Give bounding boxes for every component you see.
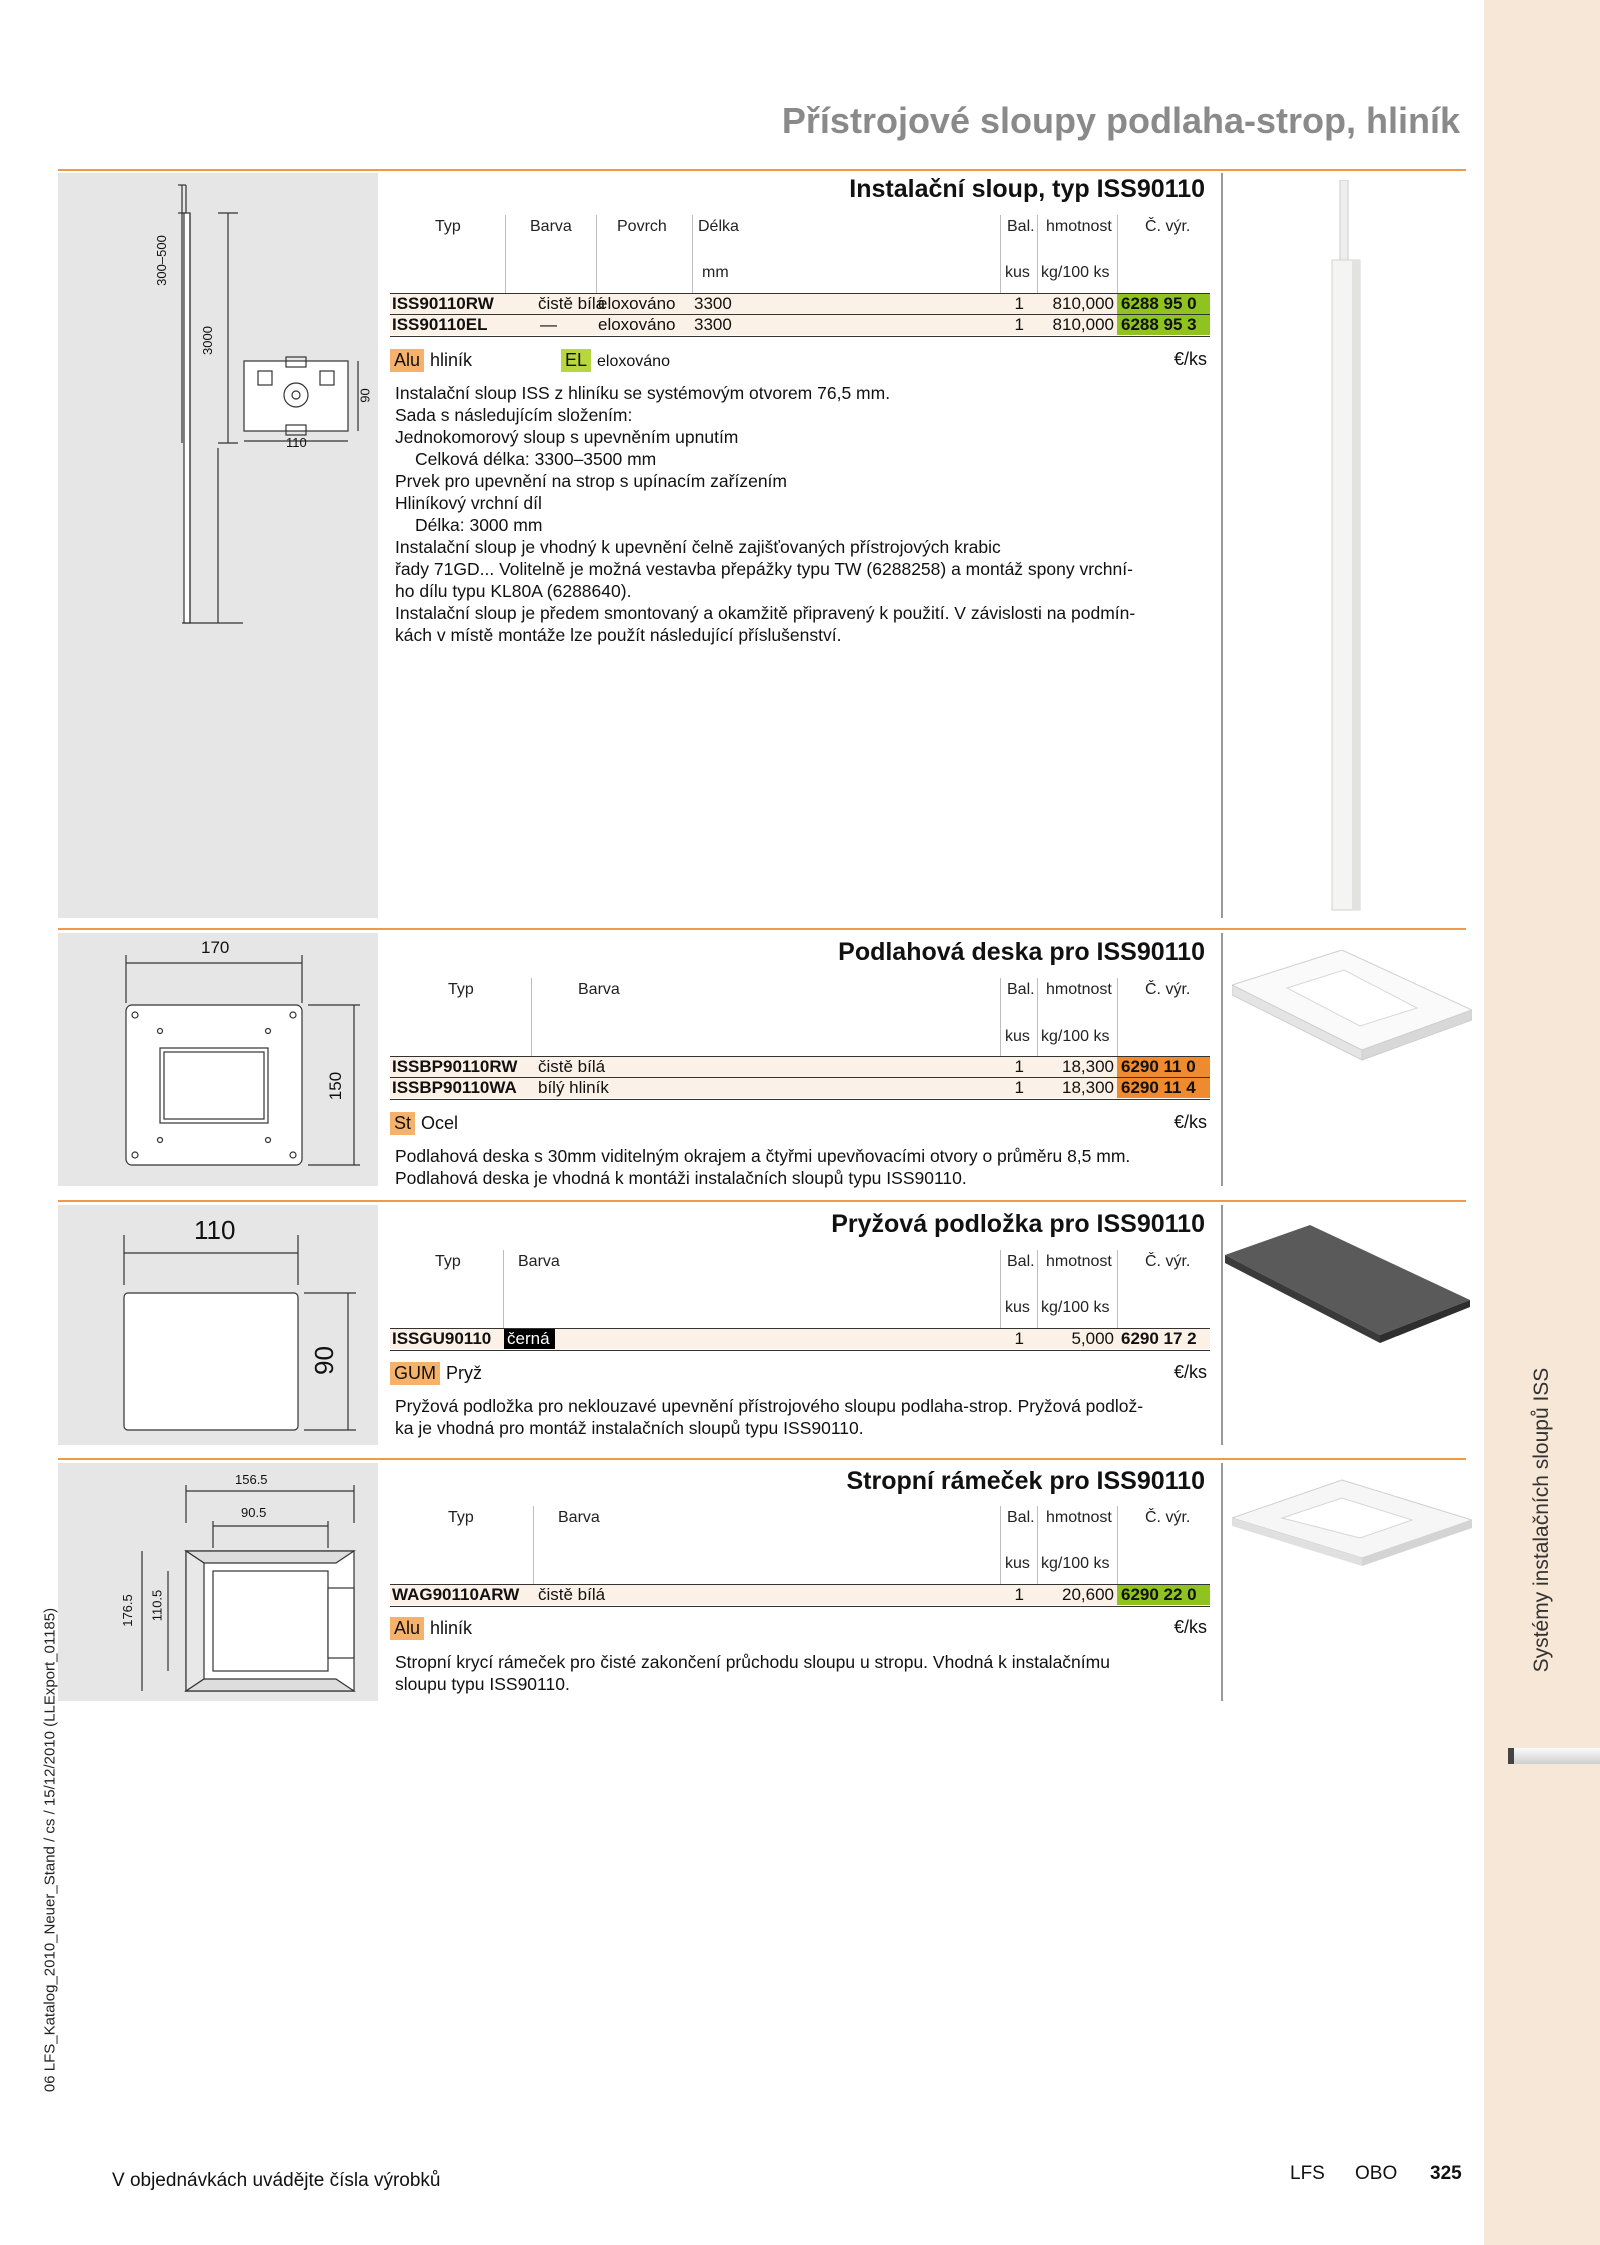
material-gum	[390, 1362, 482, 1385]
price-unit: €/ks	[1173, 1362, 1207, 1382]
row-povrch: eloxováno	[598, 315, 676, 334]
row-typ: ISS90110EL	[392, 315, 488, 334]
floor-plate-photo	[1232, 950, 1472, 1080]
row-bal: 1	[1014, 1329, 1024, 1348]
row-bal: 1	[1014, 1057, 1024, 1076]
row-barva: černá	[504, 1329, 555, 1349]
material-el	[561, 349, 670, 372]
row-hmotnost: 20,600	[1062, 1585, 1114, 1604]
dim-label: 90	[308, 1346, 339, 1375]
right-color-band	[1484, 0, 1600, 2245]
col-header-barva: Barva	[558, 1509, 600, 1526]
footer-brand-obo: OBO	[1355, 2163, 1398, 2184]
col-header-barva: Barva	[518, 1253, 560, 1270]
section-divider	[58, 1458, 1466, 1460]
row-typ: WAG90110ARW	[392, 1585, 520, 1604]
col-header-bal: Bal.	[1007, 1253, 1035, 1270]
dim-label: 176.5	[119, 1594, 135, 1627]
col-header-cislo: Č. výr.	[1145, 218, 1191, 235]
material-name: Ocel	[421, 1113, 459, 1133]
col-header-bal: Bal.	[1007, 981, 1035, 998]
row-cislo: 6290 17 2	[1121, 1329, 1197, 1348]
row-povrch: eloxováno	[598, 294, 676, 313]
dim-label: 156.5	[235, 1472, 268, 1487]
col-header-typ: Typ	[435, 1253, 461, 1270]
row-typ: ISSGU90110	[392, 1329, 492, 1348]
section-description: Instalační sloup ISS z hliníku se systémovým otvorem 76,5 mm. Sada s následujícím složením: Jednokomorový sloup s upevněním upnutím Celková délka: 3300–3500 mm Prvek pro upevnění na strop s upínacím zařízením Hliníkový vrchní díl Délka: 3000 mm Instalační sloup je vhodný k upevnění čelně zajišťovaných přístrojových krabic řady 71GD... Volitelně je možná vestavba přepážky typu TW (6288258) a montáž spony vrchní- ho dílu typu KL80A (6288640). Instalační sloup je předem smontovaný a okamžitě připravený k použití. V závislosti na podmín- kách v místě montáže lze použít následující příslušenství.	[395, 383, 1136, 645]
column-dimension-drawing	[58, 173, 378, 918]
material-badge: GUM	[390, 1362, 440, 1385]
row-bal: 1	[1014, 294, 1024, 313]
material-badge: EL	[561, 349, 591, 372]
col-header-cislo: Č. výr.	[1145, 1509, 1191, 1526]
section-divider	[58, 169, 1466, 171]
chapter-tab-marker	[1508, 1748, 1600, 1764]
photo-divider	[1221, 933, 1223, 1186]
row-cislo: 6288 95 0	[1117, 294, 1210, 314]
col-header-bal: Bal.	[1007, 1509, 1035, 1526]
unit-header-kus: kus	[1005, 1299, 1030, 1316]
col-header-typ: Typ	[435, 218, 461, 235]
row-barva: —	[540, 315, 557, 334]
drawing-panel-floor-plate	[58, 933, 378, 1186]
column-photo	[1300, 180, 1390, 915]
row-hmotnost: 810,000	[1052, 294, 1114, 313]
row-typ: ISS90110RW	[392, 294, 494, 313]
section-title: Pryžová podložka pro ISS90110	[831, 1210, 1205, 1238]
price-unit: €/ks	[1173, 1617, 1207, 1637]
price-unit: €/ks	[1173, 349, 1207, 369]
row-bal: 1	[1014, 315, 1024, 334]
row-bal: 1	[1014, 1078, 1024, 1097]
page-number: 325	[1430, 2163, 1462, 2184]
section-description: Podlahová deska s 30mm viditelným okrajem a čtyřmi upevňovacími otvory o průměru 8,5 mm. Podlahová deska je vhodná k montáži instalačních sloupů typu ISS90110.	[395, 1146, 1131, 1188]
page-title: Přístrojové sloupy podlaha-strop, hliník	[781, 100, 1460, 141]
row-hmotnost: 810,000	[1052, 315, 1114, 334]
col-header-cislo: Č. výr.	[1145, 1253, 1191, 1270]
table-row	[390, 1585, 1210, 1605]
unit-header-mm: mm	[702, 264, 729, 281]
col-header-barva: Barva	[578, 981, 620, 998]
dim-label: 300–500	[153, 235, 169, 286]
unit-header-kus: kus	[1005, 264, 1030, 281]
dim-label: 110	[286, 435, 307, 450]
table-row	[390, 294, 1210, 314]
col-header-delka: Délka	[698, 218, 739, 235]
material-name: hliník	[430, 1618, 473, 1638]
footer-note: V objednávkách uvádějte čísla výrobků	[112, 2170, 441, 2191]
export-info-text: 06 LFS_Katalog_2010_Neuer_Stand / cs / 15/12/2010 (LLExport_01185)	[41, 1607, 59, 2093]
section-description: Stropní krycí rámeček pro čisté zakončení průchodu sloupu u stropu. Vhodná k instalačnímu sloupu typu ISS90110.	[395, 1652, 1110, 1694]
table-row	[390, 315, 1210, 335]
drawing-panel-column	[58, 173, 378, 918]
material-st	[390, 1112, 458, 1135]
row-barva: čistě bílá	[538, 1585, 606, 1604]
section-divider	[58, 1200, 1466, 1202]
dim-label: 110.5	[149, 1589, 165, 1622]
table-row	[390, 1057, 1210, 1077]
col-header-barva: Barva	[530, 218, 572, 235]
dim-label: 170	[201, 938, 230, 957]
unit-header-kg: kg/100 ks	[1041, 1299, 1110, 1316]
material-name: hliník	[430, 350, 473, 370]
dim-label: 150	[326, 1071, 346, 1101]
price-unit: €/ks	[1173, 1112, 1207, 1132]
ceiling-frame-photo	[1232, 1470, 1472, 1580]
section-title: Podlahová deska pro ISS90110	[838, 938, 1205, 966]
material-name: eloxováno	[597, 353, 670, 370]
col-header-hmotnost: hmotnost	[1046, 1509, 1112, 1526]
row-cislo: 6290 11 0	[1117, 1057, 1210, 1077]
material-alu	[390, 349, 472, 372]
section-title: Instalační sloup, typ ISS90110	[849, 175, 1205, 203]
row-typ: ISSBP90110RW	[392, 1057, 518, 1076]
col-header-hmotnost: hmotnost	[1046, 1253, 1112, 1270]
row-cislo: 6288 95 3	[1117, 315, 1210, 335]
footer-brand-lfs: LFS	[1290, 2163, 1325, 2184]
col-header-hmotnost: hmotnost	[1046, 981, 1112, 998]
row-bal: 1	[1014, 1585, 1024, 1604]
table-row	[390, 1329, 1210, 1349]
row-hmotnost: 18,300	[1062, 1057, 1114, 1076]
dim-label: 90	[357, 388, 373, 403]
row-typ: ISSBP90110WA	[392, 1078, 517, 1097]
col-header-typ: Typ	[448, 1509, 474, 1526]
row-hmotnost: 5,000	[1071, 1329, 1114, 1348]
material-alu	[390, 1617, 472, 1640]
dim-label: 90.5	[241, 1505, 267, 1520]
photo-divider	[1221, 1463, 1223, 1701]
material-name: Pryž	[446, 1363, 482, 1383]
row-cislo: 6290 22 0	[1117, 1585, 1210, 1605]
unit-header-kg: kg/100 ks	[1041, 1555, 1110, 1572]
material-badge: St	[390, 1112, 415, 1135]
row-barva: čistě bílá	[538, 294, 606, 313]
row-hmotnost: 18,300	[1062, 1078, 1114, 1097]
col-header-cislo: Č. výr.	[1145, 981, 1191, 998]
drawing-panel-ceiling-frame	[58, 1463, 378, 1701]
col-header-bal: Bal.	[1007, 218, 1035, 235]
floor-plate-drawing	[58, 933, 378, 1186]
photo-divider	[1221, 1205, 1223, 1445]
row-cislo: 6290 11 4	[1117, 1078, 1210, 1098]
dim-label: 3000	[199, 326, 215, 355]
rubber-pad-photo	[1225, 1225, 1470, 1345]
side-chapter-label: Systémy instalačních sloupů ISS	[1530, 1367, 1553, 1673]
section-divider	[58, 928, 1466, 930]
row-barva: čistě bílá	[538, 1057, 606, 1076]
unit-header-kg: kg/100 ks	[1041, 264, 1110, 281]
row-delka: 3300	[694, 294, 732, 313]
dim-label: 110	[194, 1215, 236, 1245]
material-badge: Alu	[390, 1617, 424, 1640]
section-title: Stropní rámeček pro ISS90110	[846, 1467, 1205, 1495]
unit-header-kus: kus	[1005, 1028, 1030, 1045]
material-badge: Alu	[390, 349, 424, 372]
section-description: Pryžová podložka pro neklouzavé upevnění přístrojového sloupu podlaha-strop. Pryžová podlož- ka je vhodná pro montáž instalačních sloupů typu ISS90110.	[395, 1396, 1144, 1438]
col-header-hmotnost: hmotnost	[1046, 218, 1112, 235]
row-delka: 3300	[694, 315, 732, 334]
table-row	[390, 1078, 1210, 1098]
unit-header-kg: kg/100 ks	[1041, 1028, 1110, 1045]
drawing-panel-rubber-pad	[58, 1205, 378, 1445]
row-barva: bílý hliník	[538, 1078, 609, 1097]
col-header-typ: Typ	[448, 981, 474, 998]
ceiling-frame-drawing	[58, 1463, 378, 1701]
photo-divider	[1221, 173, 1223, 918]
col-header-povrch: Povrch	[617, 218, 667, 235]
unit-header-kus: kus	[1005, 1555, 1030, 1572]
